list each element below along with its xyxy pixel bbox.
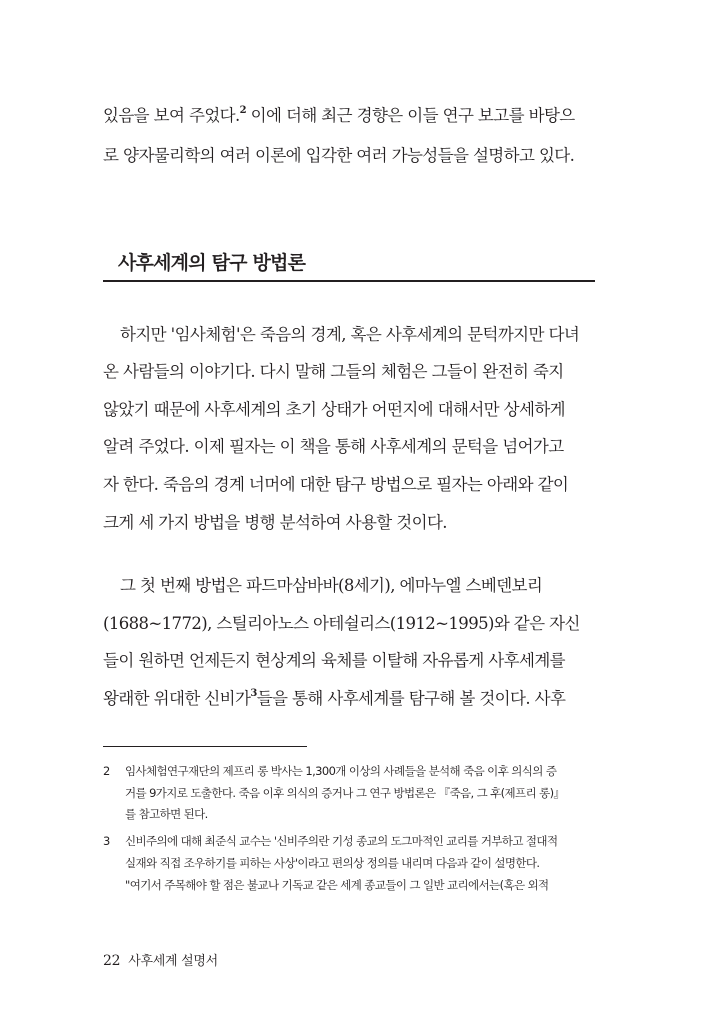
footnote-ref-3[interactable]: 3: [250, 688, 257, 699]
footnote-text: 신비주의에 대해 최준식 교수는 '신비주의란 기성 종교의 도그마적인 교리를 거부하고 절대적: [125, 834, 558, 848]
paragraph-1-line: 크게 세 가지 방법을 병행 분석하여 사용할 것이다.: [103, 513, 447, 532]
footnote-2-cont: 거를 9가지로 도출한다. 죽음 이후 의식의 증거나 그 연구 방법론은 『죽음, 그 후(제프리 롱)』: [125, 786, 565, 800]
paragraph-2-text: 왕래한 위대한 신비가: [103, 689, 251, 708]
section-divider: [103, 280, 595, 282]
footnote-number: 2: [103, 764, 110, 778]
footnote-divider: [103, 746, 307, 747]
paragraph-2-text-cont: 들을 통해 사후세계를 탐구해 볼 것이다. 사후: [256, 689, 566, 708]
intro-text-cont: 이에 더해 최근 경향은 이들 연구 보고를 바탕으: [246, 106, 575, 125]
footnote-number: 3: [103, 834, 110, 848]
footnote-text: 임사체험연구재단의 제프리 롱 박사는 1,300개 이상의 사례들을 분석해 죽음 이후 의식의 증: [125, 764, 557, 778]
intro-line-2: 로 양자물리학의 여러 이론에 입각한 여러 가능성들을 설명하고 있다.: [103, 146, 575, 165]
section-heading: 사후세계의 탐구 방법론: [118, 252, 306, 274]
intro-text: 있음을 보여 주었다.: [103, 106, 240, 125]
footnote-3-cont: "여기서 주목해야 할 점은 불교나 기독교 같은 세계 종교들이 그 일반 교리에서는(혹은 외적: [125, 878, 549, 892]
running-title: 사후세계 설명서: [128, 954, 218, 969]
paragraph-2-line: (1688~1772), 스틸리아노스 아테쉴리스(1912~1995)와 같은 자신: [103, 614, 580, 633]
paragraph-1-line: 알려 주었다. 이제 필자는 이 책을 통해 사후세계의 문턱을 넘어가고: [103, 437, 564, 456]
page-footer: [103, 950, 218, 969]
paragraph-2-line: 들이 원하면 언제든지 현상계의 육체를 이탈해 자유롭게 사후세계를: [103, 651, 566, 670]
footnote-2-cont: 를 참고하면 된다.: [125, 807, 208, 821]
paragraph-2-line: 그 첫 번째 방법은 파드마삼바바(8세기), 에마누엘 스베덴보리: [120, 576, 543, 595]
paragraph-1-line: 않았기 때문에 사후세계의 초기 상태가 어떤지에 대해서만 상세하게: [103, 400, 566, 419]
paragraph-1-line: 자 한다. 죽음의 경계 너머에 대한 탐구 방법으로 필자는 아래와 같이: [103, 475, 569, 494]
footnote-3-cont: 실재와 직접 조우하기를 피하는 사상'이라고 편의상 정의를 내리며 다음과 같이 설명한다.: [125, 856, 540, 870]
paragraph-2-line: [103, 689, 595, 709]
paragraph-1-line: 온 사람들의 이야기다. 다시 말해 그들의 체험은 그들이 완전히 죽지: [103, 362, 564, 381]
page-number: 22: [103, 953, 121, 969]
paragraph-1-line: 하지만 '임사체험'은 죽음의 경계, 혹은 사후세계의 문턱까지만 다녀: [120, 325, 580, 344]
intro-line-1: [103, 106, 595, 126]
footnote-ref-2[interactable]: 2: [239, 105, 247, 116]
